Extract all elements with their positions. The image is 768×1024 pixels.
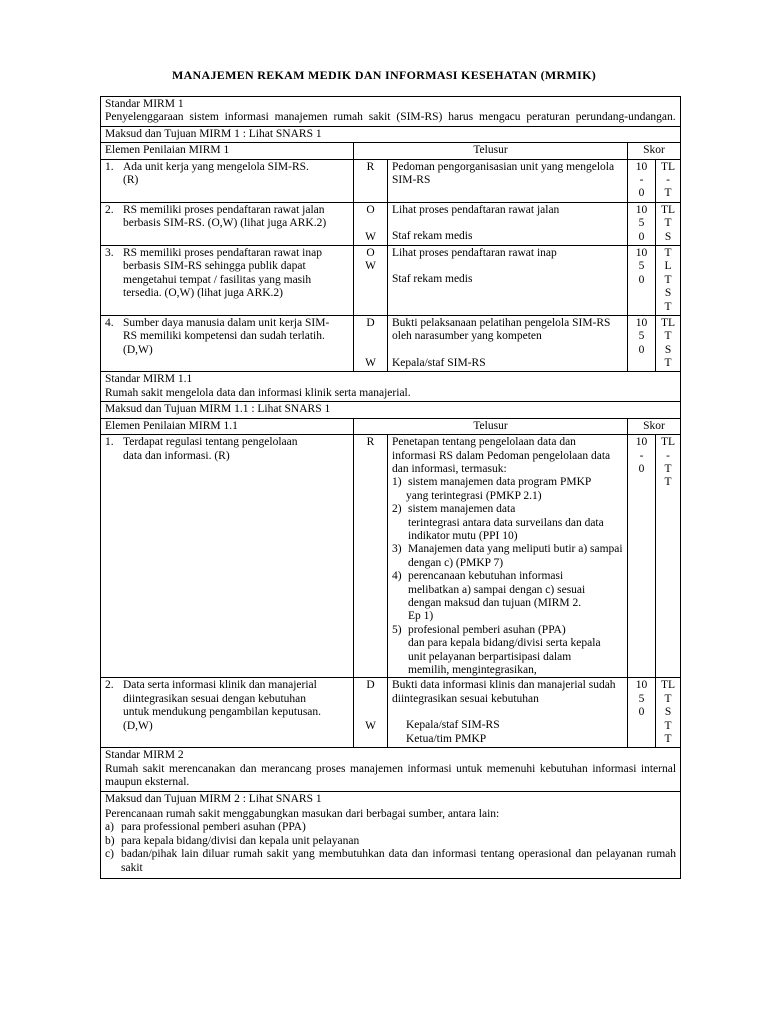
table-row [101,678,681,748]
standar-row [101,372,681,402]
list-item-cont: yang terintegrasi (PMKP 2.1) [406,489,542,502]
telusur-header: Telusur [354,418,628,434]
tl-cell [656,315,681,372]
maksud-row [101,402,681,418]
elemen-text: RS memiliki proses pendaftaran rawat jalan berbasis SIM-RS. (O,W) (lihat juga ARK.2) [123,203,327,230]
metode-cell [354,245,388,315]
elemen-number: 2. [105,679,114,692]
skor-cell [628,245,656,315]
skor-header: Skor [628,143,681,159]
skor-value: 10 [635,679,648,692]
tl-value: T [664,692,672,705]
elemen-text: Data serta informasi klinik dan manajerial diintegrasikan sesuai dengan kebutuhan untuk mendukung pengambilan keputusan. (D,W) [123,679,322,732]
skor-cell [628,678,656,748]
skor-value: 5 [638,692,645,705]
metode-code: W [365,719,376,732]
bullet-icon [392,733,406,746]
skor-value: 5 [638,330,645,343]
list-item-cont: melibatkan a) sampai dengan c) sesuai dengan maksud dan tujuan (MIRM 2. Ep 1) [408,583,586,623]
skor-cell [628,315,656,372]
skor-value: 10 [635,436,648,449]
elemen-cell [101,159,354,202]
tl-value: T [664,719,672,732]
table-row [101,245,681,315]
elemen-number: 3. [105,246,114,259]
tl-value: T [664,357,672,370]
elemen-header: Elemen Penilaian MIRM 1 [101,143,354,159]
telusur-text: Bukti data informasi klinis dan manajerial sudah diintegrasikan sesuai kebutuhan [392,679,616,705]
skor-value: 0 [638,343,645,356]
maksud-title: Maksud dan Tujuan MIRM 2 : Lihat SNARS 1 [105,792,322,805]
telusur-text: Staf rekam medis [392,230,473,243]
maksud-cell [101,791,681,878]
skor-value: - [639,174,644,187]
tl-value: S [664,343,672,356]
metode-code: W [365,260,376,273]
telusur-cell [388,245,628,315]
telusur-text: Lihat proses pendaftaran rawat jalan [392,203,560,216]
standar-cell [101,372,681,402]
metode-code: O [366,203,375,216]
tl-value: - [666,449,670,462]
metode-code: O [366,246,375,259]
tl-value: L [664,260,672,273]
elemen-number: 1. [105,436,114,449]
elemen-text: RS memiliki proses pendaftaran rawat inap berbasis SIM-RS sehingga publik dapat mengetahui tempat / fasilitas yang masih tersedia. (O,W) (lihat juga ARK.2) [123,246,322,300]
skor-cell [628,435,656,678]
standar-text: Penyelenggaraan sistem informasi manajemen rumah sakit (SIM-RS) harus mengacu peraturan perundang-undangan. [105,111,676,124]
metode-cell [354,678,388,748]
skor-value: 0 [638,187,645,200]
tl-value: T [664,476,672,489]
metode-cell [354,159,388,202]
standar-cell [101,748,681,791]
skor-value: 5 [638,260,645,273]
telusur-cell [388,435,628,678]
tl-value: T [664,187,672,200]
table-row [101,202,681,245]
bullet-icon [392,719,406,732]
elemen-cell [101,245,354,315]
skor-cell [628,202,656,245]
standar-row [101,97,681,127]
metode-cell [354,315,388,372]
metode-cell [354,202,388,245]
telusur-text: Kepala/staf SIM-RS [392,356,486,369]
telusur-text: Pedoman pengorganisasian unit yang mengelola SIM-RS [392,160,615,187]
tl-value: TL [660,160,676,173]
telusur-header: Telusur [354,143,628,159]
skor-value: 10 [635,203,648,216]
telusur-text: Bukti pelaksanaan pelatihan pengelola SIM-RS oleh narasumber yang kompeten [392,316,611,343]
metode-code: W [365,230,376,243]
tl-value: TL [660,203,676,216]
skor-value: - [639,449,644,462]
skor-value: 5 [638,217,645,230]
list-item: 1) sistem manajemen data program PMKP [392,476,592,489]
maksud-row [101,126,681,142]
tl-value: T [664,273,672,286]
elemen-cell [101,435,354,678]
tl-value: TL [660,436,676,449]
table-row [101,159,681,202]
elemen-cell [101,315,354,372]
telusur-text: Staf rekam medis [392,273,473,286]
skor-value: 0 [638,706,645,719]
telusur-text: Penetapan tentang pengelolaan data dan informasi RS dalam Pedoman pengelolaan data dan informasi, termasuk: [392,436,611,475]
elemen-header: Elemen Penilaian MIRM 1.1 [101,418,354,434]
skor-value: 0 [638,462,645,475]
tl-value: S [664,706,672,719]
list-item-cont: terintegrasi antara data surveilans dan data indikator mutu (PPI 10) [408,516,604,542]
tl-value: - [666,174,670,187]
tl-value: T [664,246,672,259]
skor-header: Skor [628,418,681,434]
standar-row [101,748,681,791]
tl-value: TL [660,316,676,329]
maksud-row [101,791,681,878]
telusur-text: Lihat proses pendaftaran rawat inap [392,246,557,259]
tl-value: TL [660,679,676,692]
maksud-cell: Maksud dan Tujuan MIRM 1.1 : Lihat SNARS 1 [101,402,681,418]
tl-value: T [664,300,672,313]
standar-label: Standar MIRM 1.1 [105,373,193,386]
metode-code: D [366,679,375,692]
skor-value: 10 [635,316,648,329]
list-item: 2) sistem manajemen data [392,503,516,516]
standar-label: Standar MIRM 1 [105,98,184,110]
elemen-number: 2. [105,203,114,216]
metode-code: W [365,357,376,370]
tl-value: T [664,217,672,230]
telusur-cell [388,159,628,202]
standar-cell [101,97,681,127]
maksud-cell: Maksud dan Tujuan MIRM 1 : Lihat SNARS 1 [101,126,681,142]
header-row [101,143,681,159]
elemen-text: Sumber daya manusia dalam unit kerja SIM-RS memiliki kompetensi dan sudah terlatih. (D,W) [123,316,330,356]
elemen-cell [101,202,354,245]
list-item: 5) profesional pemberi asuhan (PPA) [392,623,566,636]
standar-label: Standar MIRM 2 [105,749,184,762]
tl-value: T [664,462,672,475]
tl-value: T [664,330,672,343]
metode-code: R [366,436,375,449]
table-row [101,315,681,372]
elemen-number: 1. [105,160,114,173]
tl-cell [656,159,681,202]
metode-code: R [366,160,375,173]
standar-text: Rumah sakit mengelola data dan informasi klinik serta manajerial. [105,386,411,399]
tl-value: S [664,287,672,300]
list-item: 4) perencanaan kebutuhan informasi [392,570,564,583]
list-item: Kepala/staf SIM-RS [392,719,623,732]
tl-value: S [664,230,672,243]
skor-value: 10 [635,160,648,173]
list-item: b) para kepala bidang/divisi dan kepala unit pelayanan [105,834,360,847]
tl-cell [656,245,681,315]
metode-cell [354,435,388,678]
telusur-cell [388,202,628,245]
elemen-cell [101,678,354,748]
elemen-number: 4. [105,316,114,329]
metode-code: D [366,316,375,329]
list-item: Ketua/tim PMKP [392,733,623,746]
tl-cell [656,202,681,245]
maksud-intro: Perencanaan rumah sakit menggabungkan masukan dari berbagai sumber, antara lain: [105,808,500,820]
list-item: c) badan/pihak lain diluar rumah sakit yang membutuhkan data dan informasi tentang operasional dan pelayanan rumah sakit [105,848,677,874]
tl-cell [656,678,681,748]
tl-value: T [664,732,672,745]
skor-value: 10 [635,246,648,259]
skor-value: 0 [638,273,645,286]
table-row [101,435,681,678]
page-title: MANAJEMEN REKAM MEDIK DAN INFORMASI KESEHATAN (MRMIK) [171,68,597,82]
skor-value: 0 [638,230,645,243]
skor-cell [628,159,656,202]
list-item: a) para professional pemberi asuhan (PPA) [105,821,306,834]
standards-table [100,96,681,879]
telusur-cell [388,315,628,372]
tl-cell [656,435,681,678]
list-item-cont: dan para kepala bidang/divisi serta kepala unit pelayanan berpartisipasi dalam memilih, mengintegrasikan, [408,637,601,677]
header-row [101,418,681,434]
elemen-text: Terdapat regulasi tentang pengelolaan data dan informasi. (R) [123,436,298,462]
list-item: 3) Manajemen data yang meliputi butir a) sampai dengan c) (PMKP 7) [392,543,623,569]
elemen-text: Ada unit kerja yang mengelola SIM-RS. (R) [123,160,309,187]
standar-text: Rumah sakit merencanakan dan merancang proses manajemen informasi untuk memenuhi kebutuhan informasi internal maupun eksternal. [105,762,677,789]
telusur-cell [388,678,628,748]
